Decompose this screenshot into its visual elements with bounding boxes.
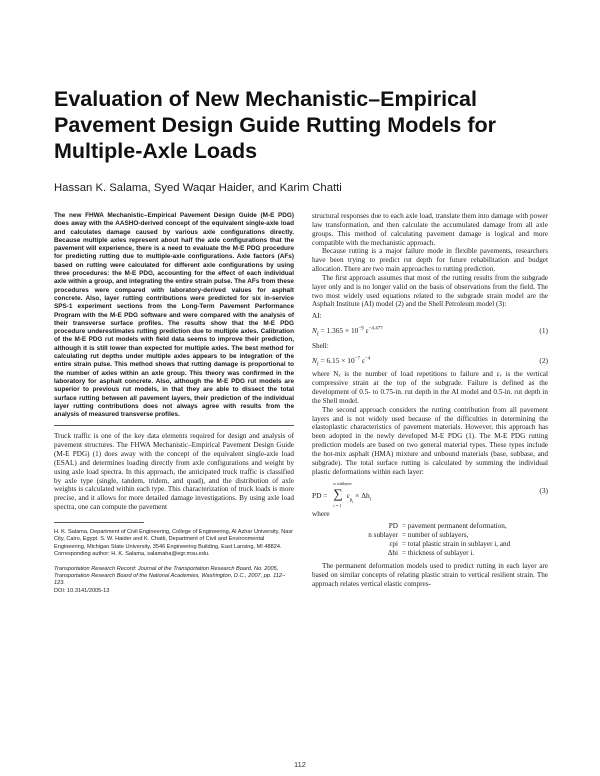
abstract: The new FHWA Mechanistic–Empirical Pavement Design Guide (M-E PDG) does away with the AASHO-derived concept of the equivalent single-axle load and calculates damage caused by various axle configurations directly. Because multiple axles represent about half the axle configurations that the pavement will experience, there is a need to evaluate the M-E PDG procedure for predicting rutting due to multiple-axle configurations. Axle factors (AFs) based on rutting were calculated for different axle configurations by using three procedures: the M-E PDG, accounting for the effect of each individual axle within a group, and integrating the entire strain pulse. The AFs from these procedures were compared with laboratory-derived values for asphalt concrete. Also, layer rutting contributions were predicted for six in-service SPS-1 experiment sections from the Long-Term Pavement Performance Program with the M-E PDG software and were compared with the analysis of their transverse surface profiles. The results show that the M-E PDG procedure underestimates rutting prediction due to multiple axles. Calibration of the M-E PDG rut models with field data seems to improve their prediction, although it is still lower than expected for multiple axles. The best method for calculating rut depths under multiple axles appears to be integration of the entire strain pulse. This method shows that rutting damage is proportional to the number of axles within an axle group. This theory was confirmed in the laboratory for asphalt concrete. Also, although the M-E PDG rut models are superior to previous rut models, in that they are able to dissect the total surface rutting between all pavement layers, their prediction of the individual layer rutting contributions does not always agree with results from the analysis of measured transverse profiles. — [54, 212, 294, 419]
doi: DOI: 10.3141/2005-13 — [54, 587, 110, 594]
author-affiliation-note: H. K. Salama, Department of Civil Engineering, College of Engineering, Al Azhar University, Nasr City, Cairo, Egypt. S. W. Haider and K. Chatti, Department of Civil and Environmental Engineering, Michigan State University, 3546 Engineering Building, East Lansing, MI 48824. Corresponding author: H. K. Salama, salamaha@egr.msu.edu. — [54, 529, 293, 558]
equation-1-number: (1) — [539, 326, 548, 336]
shell-model-label: Shell: — [312, 342, 329, 351]
equation-3-expression: PD = ∑ n sublayer i = 1 $\varepsilon_{p_i} \times \Delta h_i$ — [312, 481, 372, 509]
left-column — [54, 212, 294, 595]
equation-1-expression: $N_f = 1.365 \times 10^{-9}$ $\varepsilon^{-4.477}$ — [312, 326, 383, 338]
equation-3-number: (3) — [539, 486, 548, 496]
right-column — [312, 212, 548, 589]
definition-row: Δhi = thickness of sublayer i. — [387, 549, 475, 558]
intro-paragraph: Truck traffic is one of the key data elements required for design and analysis of pavement structures. The FHWA Mechanistic–Empirical Pavement Design Guide (M-E PDG) (1) does away with the concept of the equivalent single-axle load (ESAL) and determines loading directly from axle configurations and weight by using axle load spectra. In this approach, the anticipated truck traffic is classified by axle type (single, tandem, tridem, and quad), and the distribution of axle weights is calculated within each type. This characterization of truck loads is more precise, and it allows for more detailed damage investigations. By using axle load spectra, one can compute the pavement — [54, 432, 294, 512]
definition-row: εpi = total plastic strain in sublayer i, and — [389, 540, 511, 549]
body-paragraph-2: Because rutting is a major failure mode in flexible pavements, researchers have been trying to predict rut depth for future rehabilitation and budget allocation. There are two main approaches to rutting prediction. — [312, 247, 548, 274]
author-list: Hassan K. Salama, Syed Waqar Haider, and Karim Chatti — [54, 182, 342, 194]
body-paragraph-4: where Nₓ is the number of load repetitions to failure and εᵥ is the vertical compressive strain at the top of the subgrade. Failure is defined as the development of 0.5- to 0.75-in. rut depth in the AI model and 0.5-in. rut depth in the Shell model. — [312, 370, 548, 405]
equation-3 — [312, 477, 548, 507]
body-paragraph-6: The permanent deformation models used to predict rutting in each layer are based on similar concepts of relating plastic strain to vertical resilient strain. The approach relates vertical elastic compres- — [312, 561, 548, 588]
summation-symbol: ∑ n sublayer i = 1 — [333, 481, 352, 509]
body-paragraph-1: structural responses due to each axle load, translate them into damage with power law transformation, and then calculate the accumulated damage from all axle groups. This method of calculating pavement damage is logical and more compatible with the mechanistic approach. — [312, 212, 548, 247]
ai-model-label: AI: — [312, 312, 322, 321]
footnote-divider — [54, 522, 144, 523]
where-label: where — [312, 510, 330, 519]
definition-row: PD = pavement permanent deformation, — [388, 522, 507, 531]
page-number: 112 — [294, 760, 306, 769]
body-paragraph-5: The second approach considers the rutting contribution from all pavement layers and is not widely used because of the difficulties in determining the elastoplastic characteristics of pavement materials. However, this approach has been adopted in the newly developed M-E PDG (1). The M-E PDG rutting prediction models are based on two general material types. These types include the hot-mix asphalt (HMA) mixture and unbound materials (base, subbase, and subgrade). The total surface rutting is calculated by summing the individual plastic deformations within each layer: — [312, 405, 548, 476]
equation-2 — [312, 353, 548, 369]
equation-2-number: (2) — [539, 356, 548, 366]
body-paragraph-3: The first approach assumes that most of the rutting results from the subgrade layer only and is no longer valid on the basis of observations from the field. The two most widely used equations related to the subgrade strain model are the Asphalt Institute (AI) model (2) and the Shell Petroleum model (3): — [312, 273, 548, 309]
abstract-divider — [54, 425, 294, 426]
variable-definitions — [312, 522, 548, 558]
definition-row: n sublayer = number of sublayers, — [368, 531, 469, 540]
equation-2-expression: $N_f = 6.15 \times 10^{-7}$ $\varepsilon^{-4}$ — [312, 356, 371, 368]
paper-title: Evaluation of New Mechanistic–Empirical Pavement Design Guide Rutting Models for Multiple-Axle Loads — [54, 87, 496, 163]
equation-1 — [312, 323, 548, 339]
journal-citation: Transportation Research Record: Journal of the Transportation Research Board, No. 2005, Transportation Research Board of the National Academies, Washington, D.C., 2007, pp. 112–123. — [54, 565, 286, 587]
